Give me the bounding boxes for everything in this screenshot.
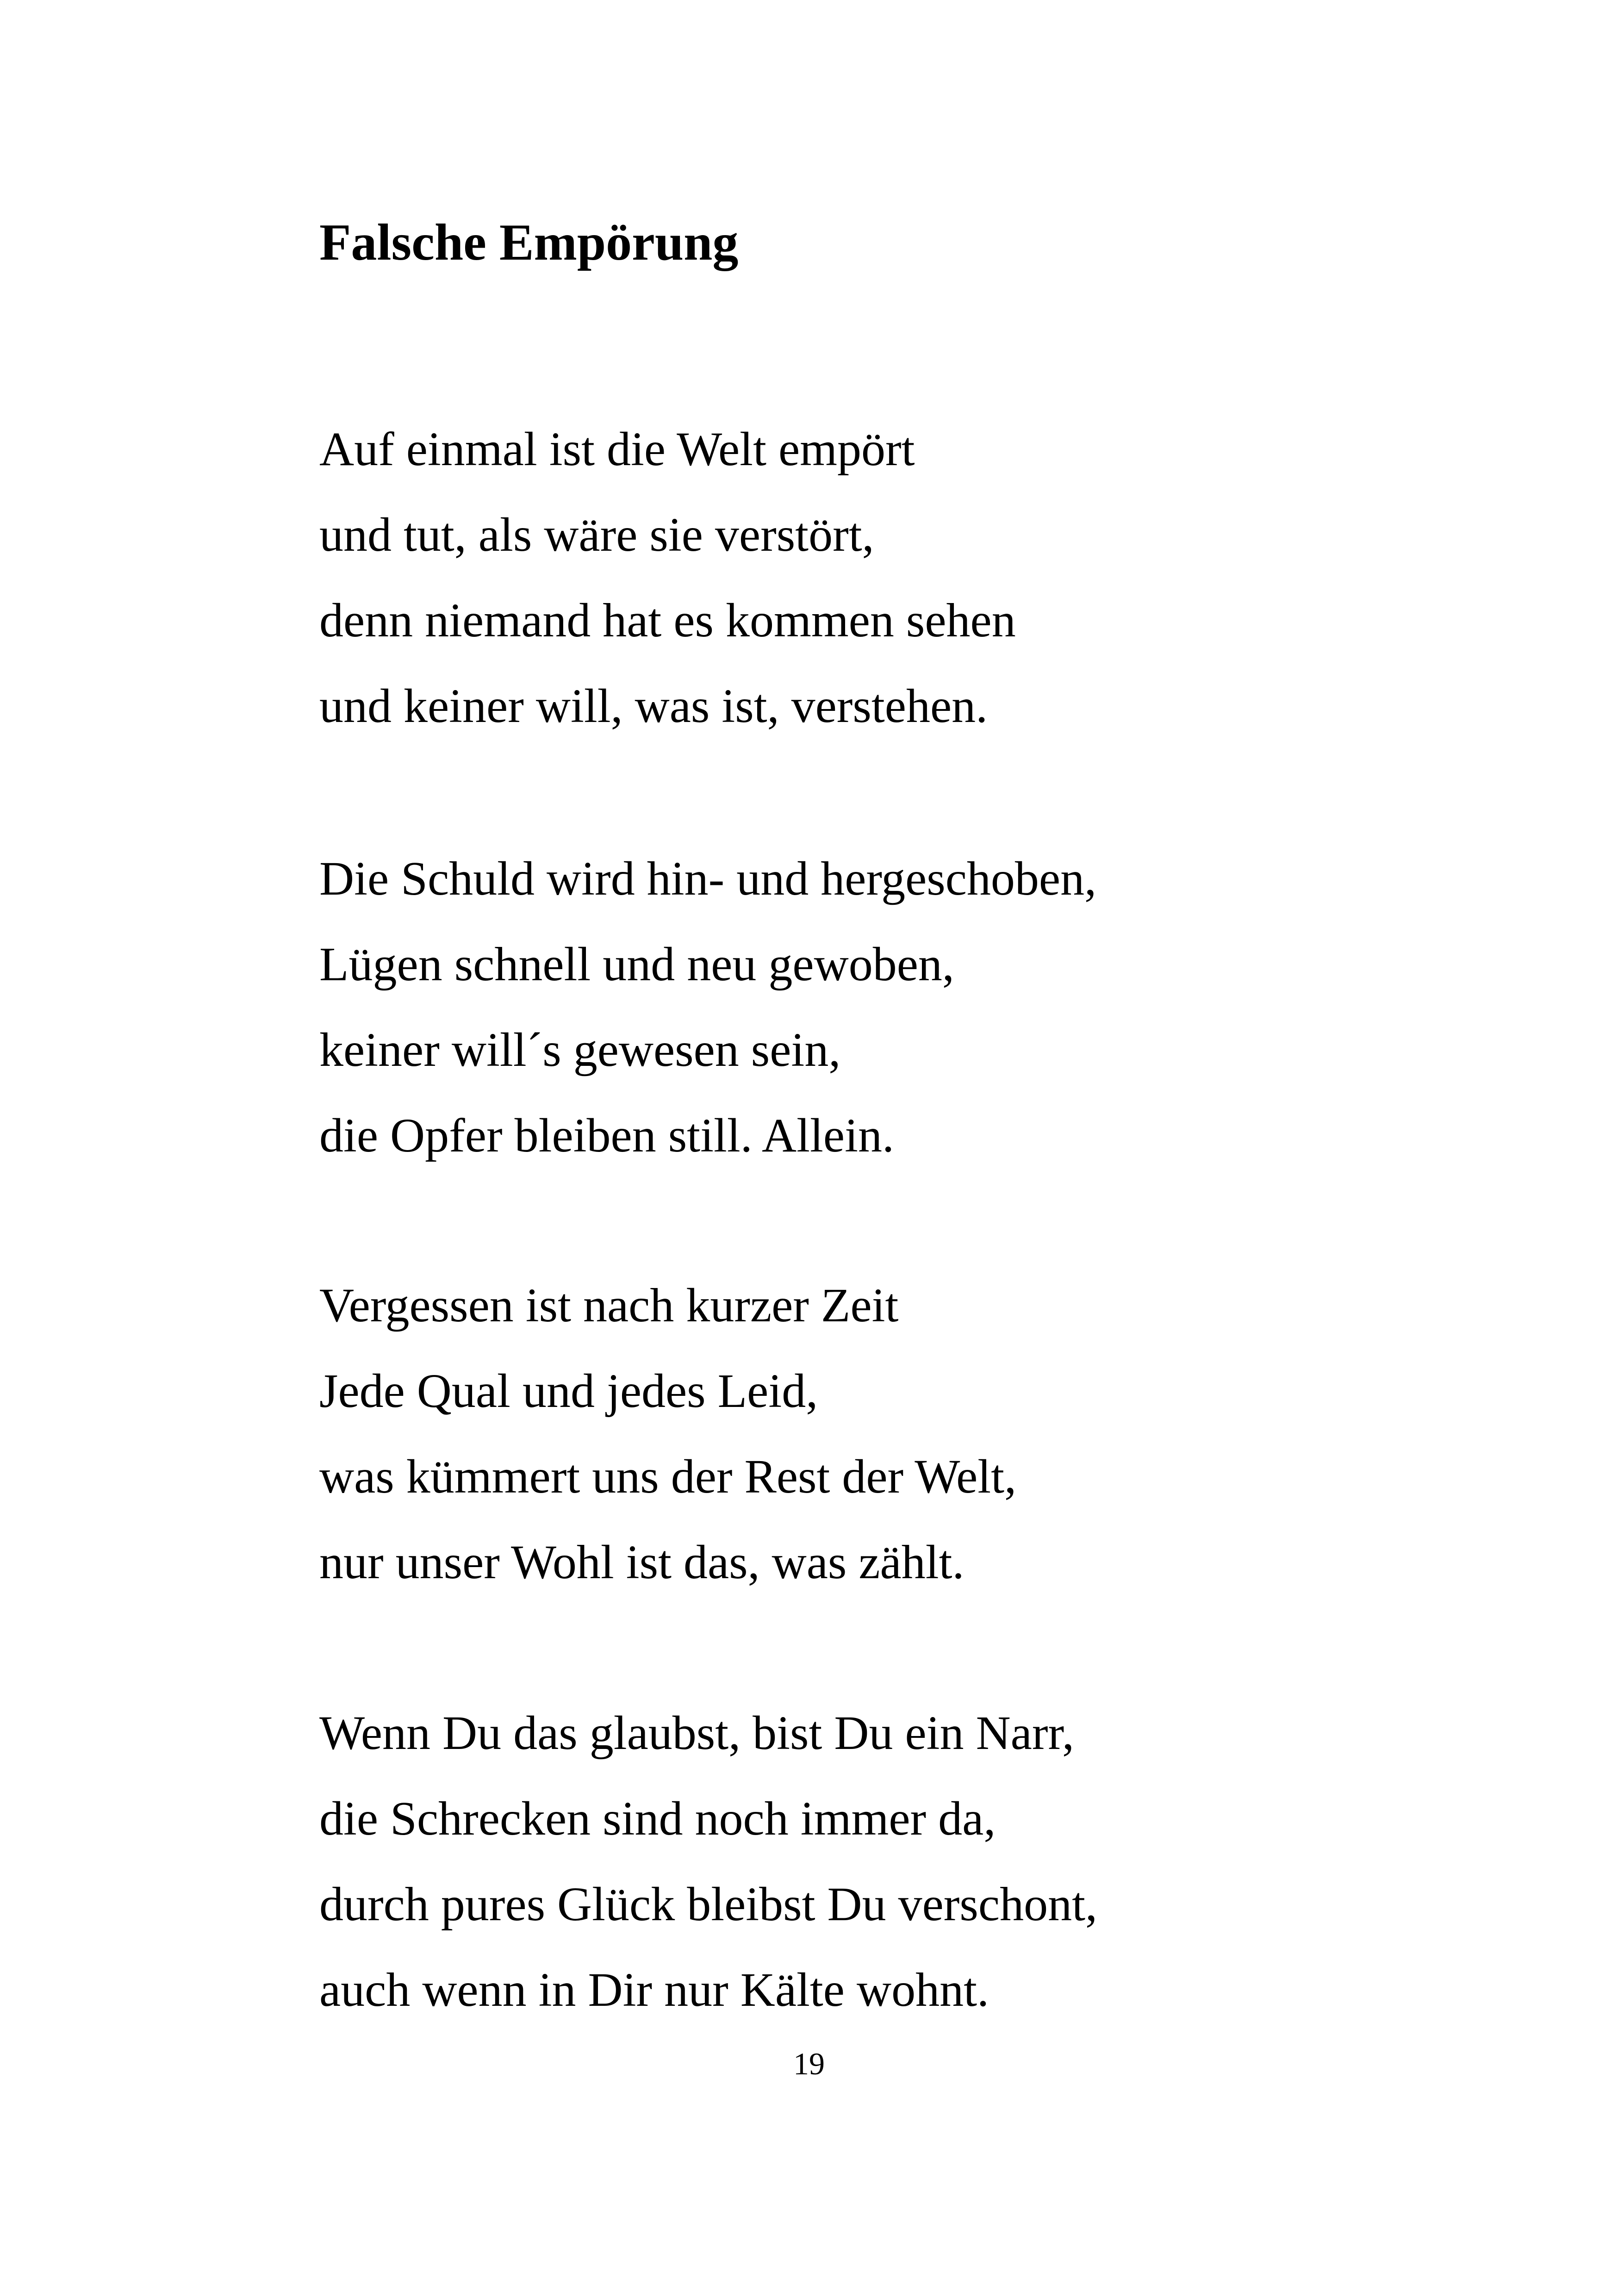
poem-line: Auf einmal ist die Welt empört: [319, 423, 915, 476]
poem-line: die Schrecken sind noch immer da,: [319, 1792, 996, 1845]
poem-line: und keiner will, was ist, verstehen.: [319, 679, 988, 733]
poem-line: Die Schuld wird hin- und hergeschoben,: [319, 852, 1097, 905]
poem-line: Wenn Du das glaubst, bist Du ein Narr,: [319, 1706, 1074, 1760]
stanza-1: [319, 406, 1016, 749]
poem-line: die Opfer bleiben still. Allein.: [319, 1109, 894, 1162]
stanza-3: [319, 1263, 1016, 1605]
stanza-2: [319, 836, 1096, 1178]
poem-line: was kümmert uns der Rest der Welt,: [319, 1450, 1017, 1503]
stanza-4: [319, 1690, 1097, 2033]
poem-line: Jede Qual und jedes Leid,: [319, 1364, 818, 1418]
poem-line: nur unser Wohl ist das, was zählt.: [319, 1536, 965, 1589]
poem-line: keiner will´s gewesen sein,: [319, 1023, 841, 1076]
poem-line: und tut, als wäre sie verstört,: [319, 508, 874, 561]
poem-line: durch pures Glück bleibst Du verschont,: [319, 1878, 1097, 1931]
poem-title: Falsche Empörung: [319, 214, 739, 271]
poem-line: auch wenn in Dir nur Kälte wohnt.: [319, 1963, 989, 2016]
poem-line: Lügen schnell und neu gewoben,: [319, 938, 954, 991]
poem-line: Vergessen ist nach kurzer Zeit: [319, 1279, 899, 1332]
poem-line: denn niemand hat es kommen sehen: [319, 594, 1016, 647]
page-number: 19: [793, 2046, 825, 2081]
